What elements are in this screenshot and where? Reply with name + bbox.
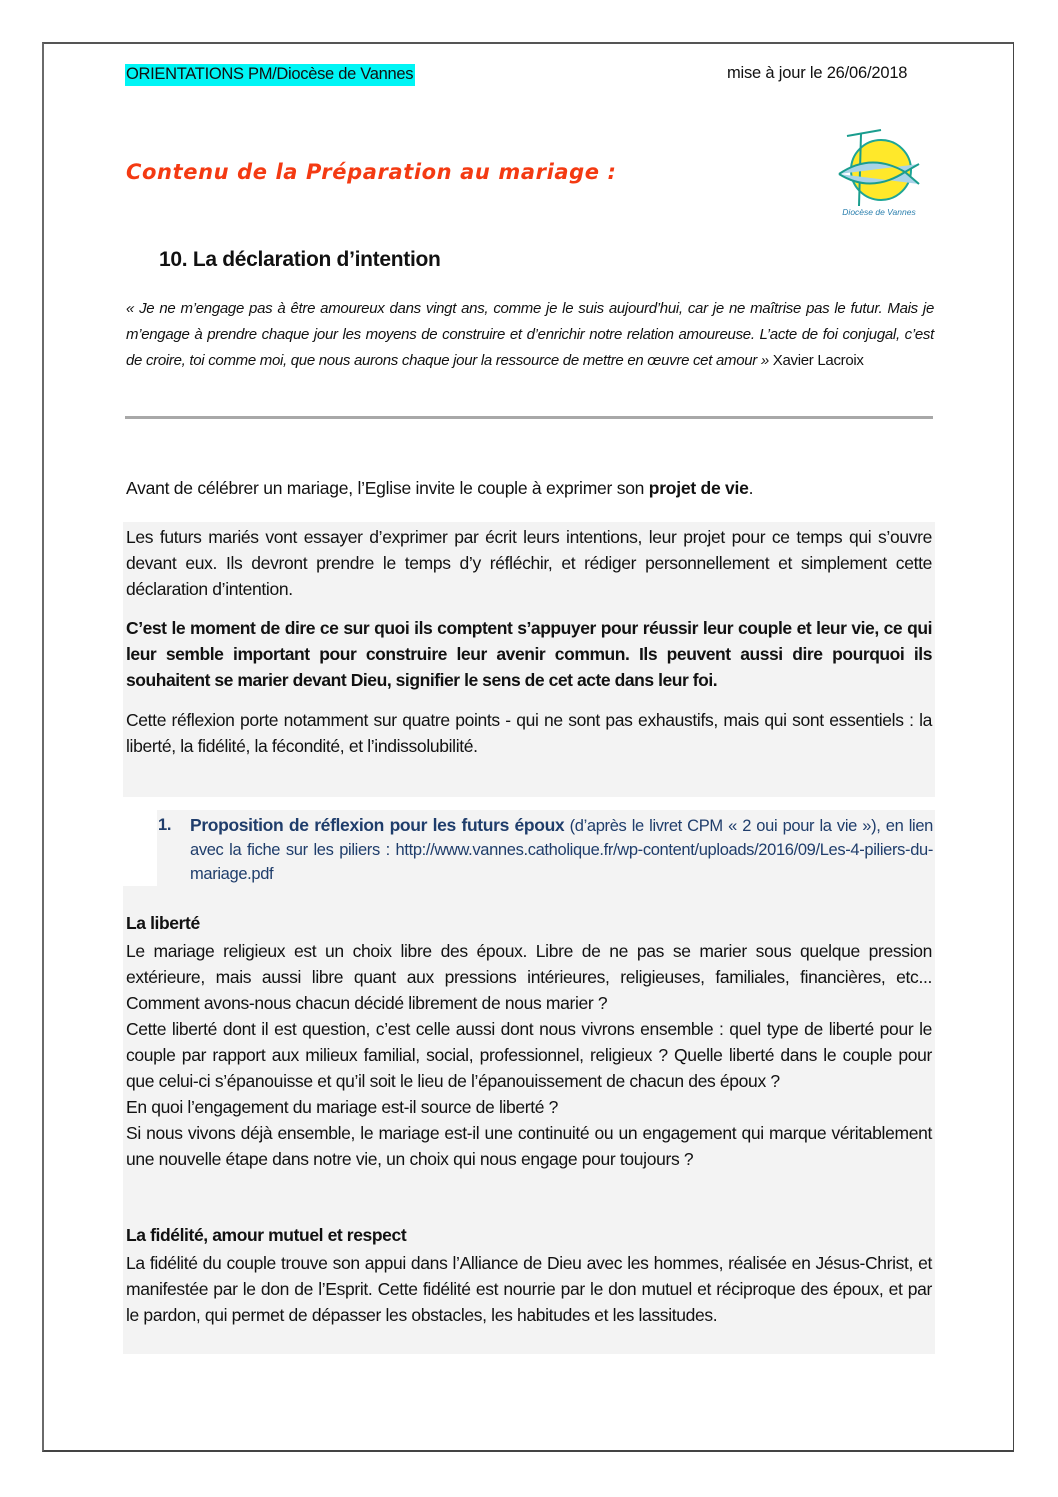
logo-caption: Diocèse de Vannes (842, 207, 916, 217)
list-item-link-text[interactable]: (d’après le livret CPM « 2 oui pour la vie »), en lien avec la fiche sur les piliers : http://www.vannes.catholique.fr/wp-content/uploads/2016/09/Les-4-piliers-du-mariage.pdf (190, 817, 933, 883)
quote-author: Xavier Lacroix (768, 352, 864, 369)
intro-text: Avant de célébrer un mariage, l’Eglise invite le couple à exprimer son (126, 478, 649, 498)
section-fidelite-body (126, 1250, 932, 1328)
paragraph-3: Cette réflexion porte notamment sur quatre points - qui ne sont pas exhaustifs, mais qui sont essentiels : la liberté, la fidélité, la fécondité, et l’indissolubilité. (126, 710, 932, 756)
horizontal-divider (125, 416, 933, 419)
list-number: 1. (158, 816, 172, 834)
paragraph-1: Les futurs mariés vont essayer d’exprimer par écrit leurs intentions, leur projet pour ce temps qui s’ouvre devant eux. Ils devront prendre le temps d’y réfléchir, et rédiger personnellement et simplement cette déclaration d’intention. (126, 527, 932, 599)
intro-sentence (126, 478, 753, 499)
header-update-date: mise à jour le 26/06/2018 (727, 64, 908, 82)
diocese-logo (833, 128, 925, 222)
liberte-line-3: En quoi l’engagement du mariage est-il source de liberté ? (126, 1097, 559, 1117)
intro-bold: projet de vie (648, 478, 749, 498)
fidelite-line-1: La fidélité du couple trouve son appui dans l’Alliance de Dieu avec les hommes, réalisée en Jésus-Christ, et manifestée par le don de l’Esprit. Cette fidélité est nourrie par le don mutuel et réciproque des époux, et par le pardon, qui permet de dépasser les obstacles, les habitudes et les lassitudes. (126, 1253, 932, 1325)
intro-end: . (748, 478, 754, 498)
list-item-1 (158, 813, 933, 886)
liberte-line-1: Le mariage religieux est un choix libre des époux. Libre de ne pas se marier sous quelque pression extérieure, mais aussi libre quant aux pressions intérieures, religieuses, familiales, financières, etc... Comment avons-nous chacun décidé librement de nous marier ? (126, 941, 932, 1013)
list-item-title: Proposition de réflexion pour les futurs époux (190, 815, 565, 835)
paragraph-2-bold: C’est le moment de dire ce sur quoi ils comptent s’appuyer pour réussir leur couple et leur vie, ce qui leur semble important pour construire leur avenir commun. Ils peuvent aussi dire pourquoi ils souhaitent se marier devant Dieu, signifier le sens de cet acte dans leur foi. (126, 618, 932, 690)
section-liberte-body (126, 938, 932, 1172)
quote-text: « Je ne m’engage pas à être amoureux dans vingt ans, comme je le suis aujourd’hui, car je ne maîtrise pas le futur. Mais je m’engage à prendre chaque jour les moyens de construire et d’enrichir notre relation amoureuse. L’acte de foi conjugal, c’est de croire, toi comme moi, que nous aurons chaque jour la ressource de mettre en œuvre cet amour » (126, 300, 934, 369)
liberte-line-2: Cette liberté dont il est question, c’est celle aussi dont nous vivrons ensemble : quel type de liberté pour le couple par rapport aux milieux familial, social, professionnel, religieux ? Quelle liberté dans le couple pour que celui-ci s’épanouisse et qu’il soit le lieu de l’épanouissement de chacun des époux ? (126, 1019, 932, 1091)
page-title: Contenu de la Préparation au mariage : (126, 160, 617, 184)
heading-fidelite: La fidélité, amour mutuel et respect (126, 1225, 407, 1245)
heading-liberte: La liberté (126, 913, 200, 933)
liberte-line-4: Si nous vivons déjà ensemble, le mariage est-il une continuité ou un engagement qui marque véritablement une nouvelle étape dans notre vie, un choix qui nous engage pour toujours ? (126, 1123, 932, 1169)
section-heading: 10. La déclaration d’intention (159, 248, 441, 271)
epigraph-quote (126, 296, 934, 374)
diocese-logo-icon (833, 128, 925, 208)
header-organization: ORIENTATIONS PM/Diocèse de Vannes (125, 64, 415, 86)
